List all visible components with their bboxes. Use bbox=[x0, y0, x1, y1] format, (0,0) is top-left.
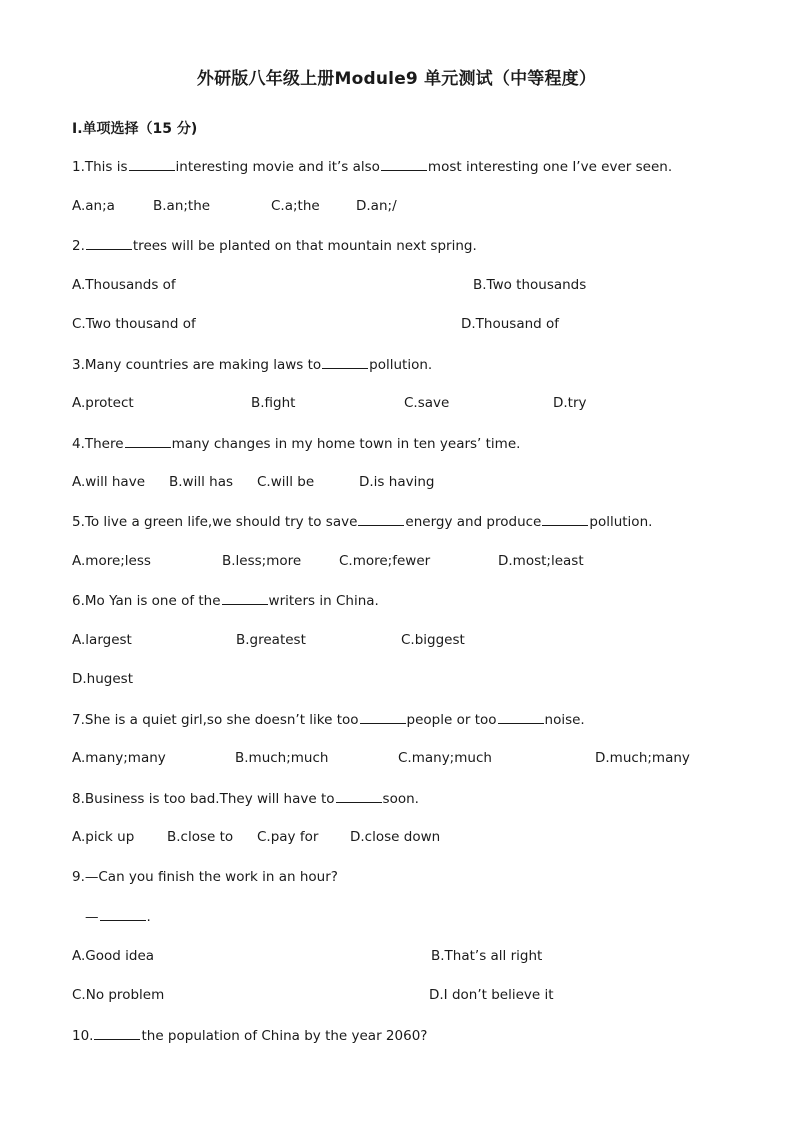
option-b: B.close to bbox=[167, 829, 234, 845]
option-d: D.an;/ bbox=[356, 198, 397, 214]
option-a: A.pick up bbox=[72, 829, 135, 845]
option-c: C.Two thousand of bbox=[72, 316, 196, 332]
answer-blank bbox=[94, 1027, 140, 1040]
question-6: 6.Mo Yan is one of the writers in China. bbox=[72, 593, 379, 609]
question-9: 9.—Can you finish the work in an hour? bbox=[72, 869, 338, 885]
option-a: A.Good idea bbox=[72, 948, 155, 964]
option-d: D.is having bbox=[359, 474, 435, 490]
answer-blank bbox=[542, 513, 588, 526]
question-8: 8.Business is too bad.They will have to soon. bbox=[72, 791, 419, 807]
question-10: 10. the population of China by the year 2060? bbox=[72, 1028, 428, 1044]
answer-blank bbox=[86, 237, 132, 250]
answer-blank bbox=[222, 592, 268, 605]
answer-blank bbox=[381, 158, 427, 171]
answer-blank bbox=[129, 158, 175, 171]
option-d: D.much;many bbox=[595, 750, 690, 766]
section-heading: Ⅰ.单项选择（15 分) bbox=[72, 121, 198, 137]
answer-blank bbox=[100, 908, 146, 921]
option-a: A.protect bbox=[72, 395, 134, 411]
question-4: 4.There many changes in my home town in ten years’ time. bbox=[72, 436, 521, 452]
dialogue-reply: — . bbox=[85, 909, 151, 925]
option-d: D.most;least bbox=[498, 553, 584, 569]
option-b: B.That’s all right bbox=[431, 948, 543, 964]
option-a: A.an;a bbox=[72, 198, 115, 214]
option-c: C.pay for bbox=[257, 829, 319, 845]
option-b: B.less;more bbox=[222, 553, 302, 569]
option-b: B.Two thousands bbox=[473, 277, 587, 293]
page-title: 外研版八年级上册Module9 单元测试（中等程度） bbox=[196, 69, 597, 89]
option-c: C.No problem bbox=[72, 987, 165, 1003]
option-d: D.hugest bbox=[72, 671, 134, 687]
option-c: C.a;the bbox=[271, 198, 320, 214]
option-c: C.will be bbox=[257, 474, 315, 490]
option-a: A.largest bbox=[72, 632, 132, 648]
option-c: C.more;fewer bbox=[339, 553, 431, 569]
option-a: A.will have bbox=[72, 474, 145, 490]
option-a: A.more;less bbox=[72, 553, 151, 569]
question-3: 3.Many countries are making laws to pollution. bbox=[72, 357, 433, 373]
option-b: B.fight bbox=[251, 395, 296, 411]
question-7: 7.She is a quiet girl,so she doesn’t like too people or too noise. bbox=[72, 712, 585, 728]
answer-blank bbox=[336, 790, 382, 803]
question-1: 1.This is interesting movie and it’s also most interesting one I’ve ever seen. bbox=[72, 159, 673, 175]
option-c: C.biggest bbox=[401, 632, 465, 648]
option-b: B.an;the bbox=[153, 198, 211, 214]
answer-blank bbox=[360, 711, 406, 724]
option-b: B.will has bbox=[169, 474, 233, 490]
option-a: A.Thousands of bbox=[72, 277, 176, 293]
option-c: C.save bbox=[404, 395, 450, 411]
question-2: 2. trees will be planted on that mountain next spring. bbox=[72, 238, 477, 254]
option-c: C.many;much bbox=[398, 750, 492, 766]
answer-blank bbox=[322, 356, 368, 369]
option-d: D.I don’t believe it bbox=[429, 987, 554, 1003]
answer-blank bbox=[125, 435, 171, 448]
option-a: A.many;many bbox=[72, 750, 166, 766]
option-d: D.try bbox=[553, 395, 587, 411]
option-d: D.Thousand of bbox=[461, 316, 560, 332]
option-b: B.greatest bbox=[236, 632, 306, 648]
option-d: D.close down bbox=[350, 829, 441, 845]
answer-blank bbox=[498, 711, 544, 724]
option-b: B.much;much bbox=[235, 750, 329, 766]
answer-blank bbox=[358, 513, 404, 526]
question-5: 5.To live a green life,we should try to save energy and produce pollution. bbox=[72, 514, 653, 530]
